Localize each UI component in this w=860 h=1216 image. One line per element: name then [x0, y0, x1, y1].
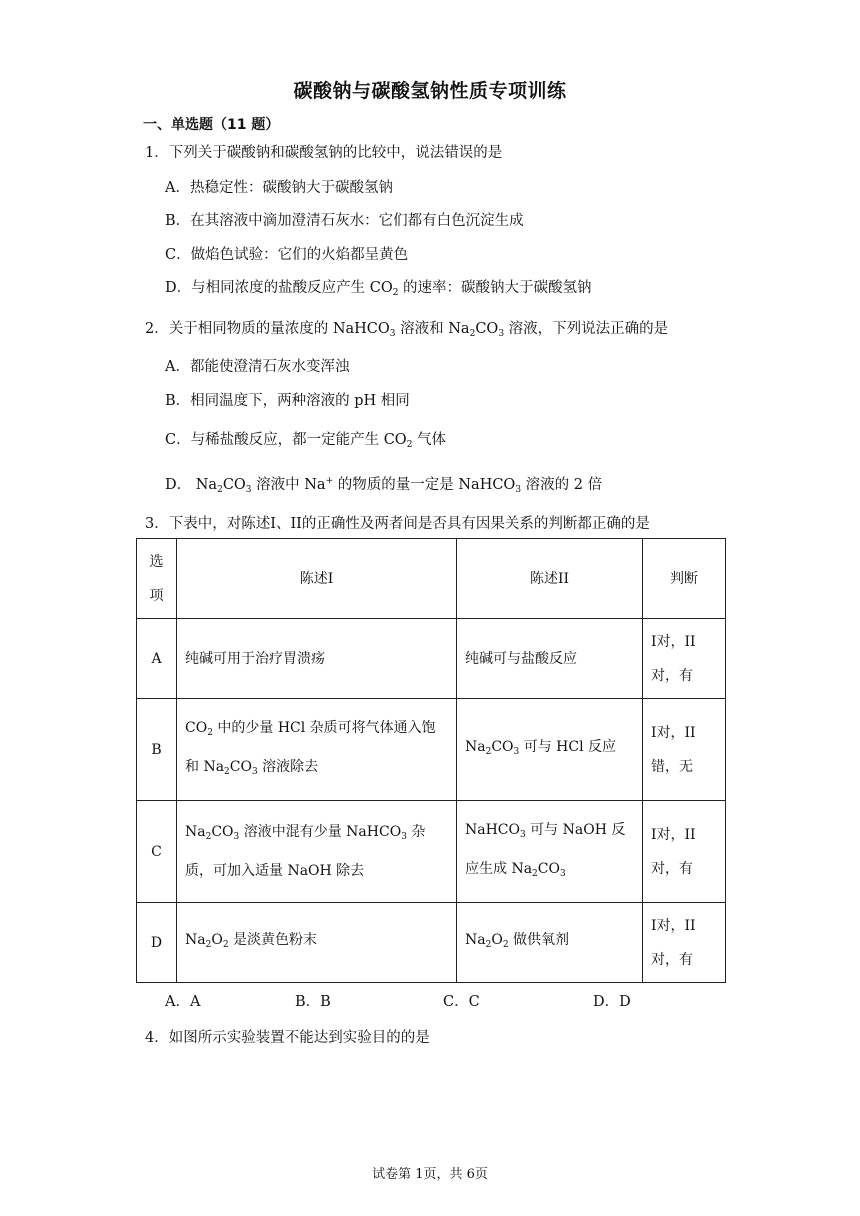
q3-choice-b: B．B: [295, 994, 331, 1010]
q2-option-a: A．都能使澄清石灰水变浑浊: [165, 359, 350, 375]
row-c-judgment: I对，II对，有: [643, 801, 726, 903]
row-a-statement-1: 纯碱可用于治疗胃溃疡: [177, 619, 457, 699]
table-row: [137, 619, 726, 699]
row-d-option: D: [137, 903, 177, 983]
q2-option-d: D． $Na_2CO_3$ 溶液中 Na+ 的物质的量一定是 NaHCO$_3$ 溶液的 2 倍: [165, 476, 603, 495]
q4-stem: 4．如图所示实验装置不能达到实验目的的是: [145, 1030, 430, 1046]
row-a-statement-2: 纯碱可与盐酸反应: [457, 619, 643, 699]
table-header-row: [137, 539, 726, 619]
q2-option-b: B．相同温度下，两种溶液的 pH 相同: [165, 393, 410, 409]
row-d-statement-1: $Na_2O_2$ 是淡黄色粉末: [177, 903, 457, 983]
header-statement-1: 陈述I: [177, 539, 457, 619]
row-c-statement-2: NaHCO$_3$ 可与 NaOH 反应生成 $Na_2CO_3$: [457, 801, 643, 903]
table-row: [137, 699, 726, 801]
q1-option-d: D．与相同浓度的盐酸反应产生 $CO_2$ 的速率：碳酸钠大于碳酸氢钠: [165, 280, 592, 298]
row-b-option: B: [137, 699, 177, 801]
page-footer: 试卷第 1页，共 6页: [372, 1167, 488, 1182]
row-c-option: C: [137, 801, 177, 903]
row-b-statement-1: $CO_2$ 中的少量 HCl 杂质可将气体通入饱和 $Na_2CO_3$ 溶液除去: [177, 699, 457, 801]
row-d-statement-2: $Na_2O_2$ 做供氧剂: [457, 903, 643, 983]
q1-option-a: A．热稳定性：碳酸钠大于碳酸氢钠: [165, 180, 393, 196]
row-c-statement-1: $Na_2CO_3$ 溶液中混有少量 NaHCO$_3$ 杂质，可加入适量 NaOH 除去: [177, 801, 457, 903]
q2-option-c: C．与稀盐酸反应，都一定能产生 $CO_2$ 气体: [165, 432, 447, 450]
header-statement-2: 陈述II: [457, 539, 643, 619]
q3-table: [136, 538, 726, 983]
q3-choice-a: A．A: [165, 994, 201, 1010]
q3-choice-d: D．D: [593, 994, 631, 1010]
q3-stem: 3．下表中，对陈述I、II的正确性及两者间是否具有因果关系的判断都正确的是: [145, 516, 650, 532]
row-a-judgment: I对，II对，有: [643, 619, 726, 699]
section-heading: 一、单选题（11 题）: [143, 117, 280, 133]
table-row: [137, 903, 726, 983]
q2-stem: 2．关于相同物质的量浓度的 NaHCO$_3$ 溶液和 $Na_2CO_3$ 溶液，下列说法正确的是: [145, 321, 669, 339]
q1-stem: 1．下列关于碳酸钠和碳酸氢钠的比较中，说法错误的是: [145, 145, 503, 161]
page-title: 碳酸钠与碳酸氢钠性质专项训练: [293, 80, 567, 102]
row-a-option: A: [137, 619, 177, 699]
table-row: [137, 801, 726, 903]
q1-option-c: C．做焰色试验：它们的火焰都呈黄色: [165, 247, 409, 263]
row-b-judgment: I对，II错，无: [643, 699, 726, 801]
row-b-statement-2: $Na_2CO_3$ 可与 HCl 反应: [457, 699, 643, 801]
row-d-judgment: I对，II对，有: [643, 903, 726, 983]
header-option: 选项: [137, 539, 177, 619]
q1-option-b: B．在其溶液中滴加澄清石灰水：它们都有白色沉淀生成: [165, 213, 524, 229]
q3-choice-c: C．C: [443, 994, 480, 1010]
header-judgment: 判断: [643, 539, 726, 619]
